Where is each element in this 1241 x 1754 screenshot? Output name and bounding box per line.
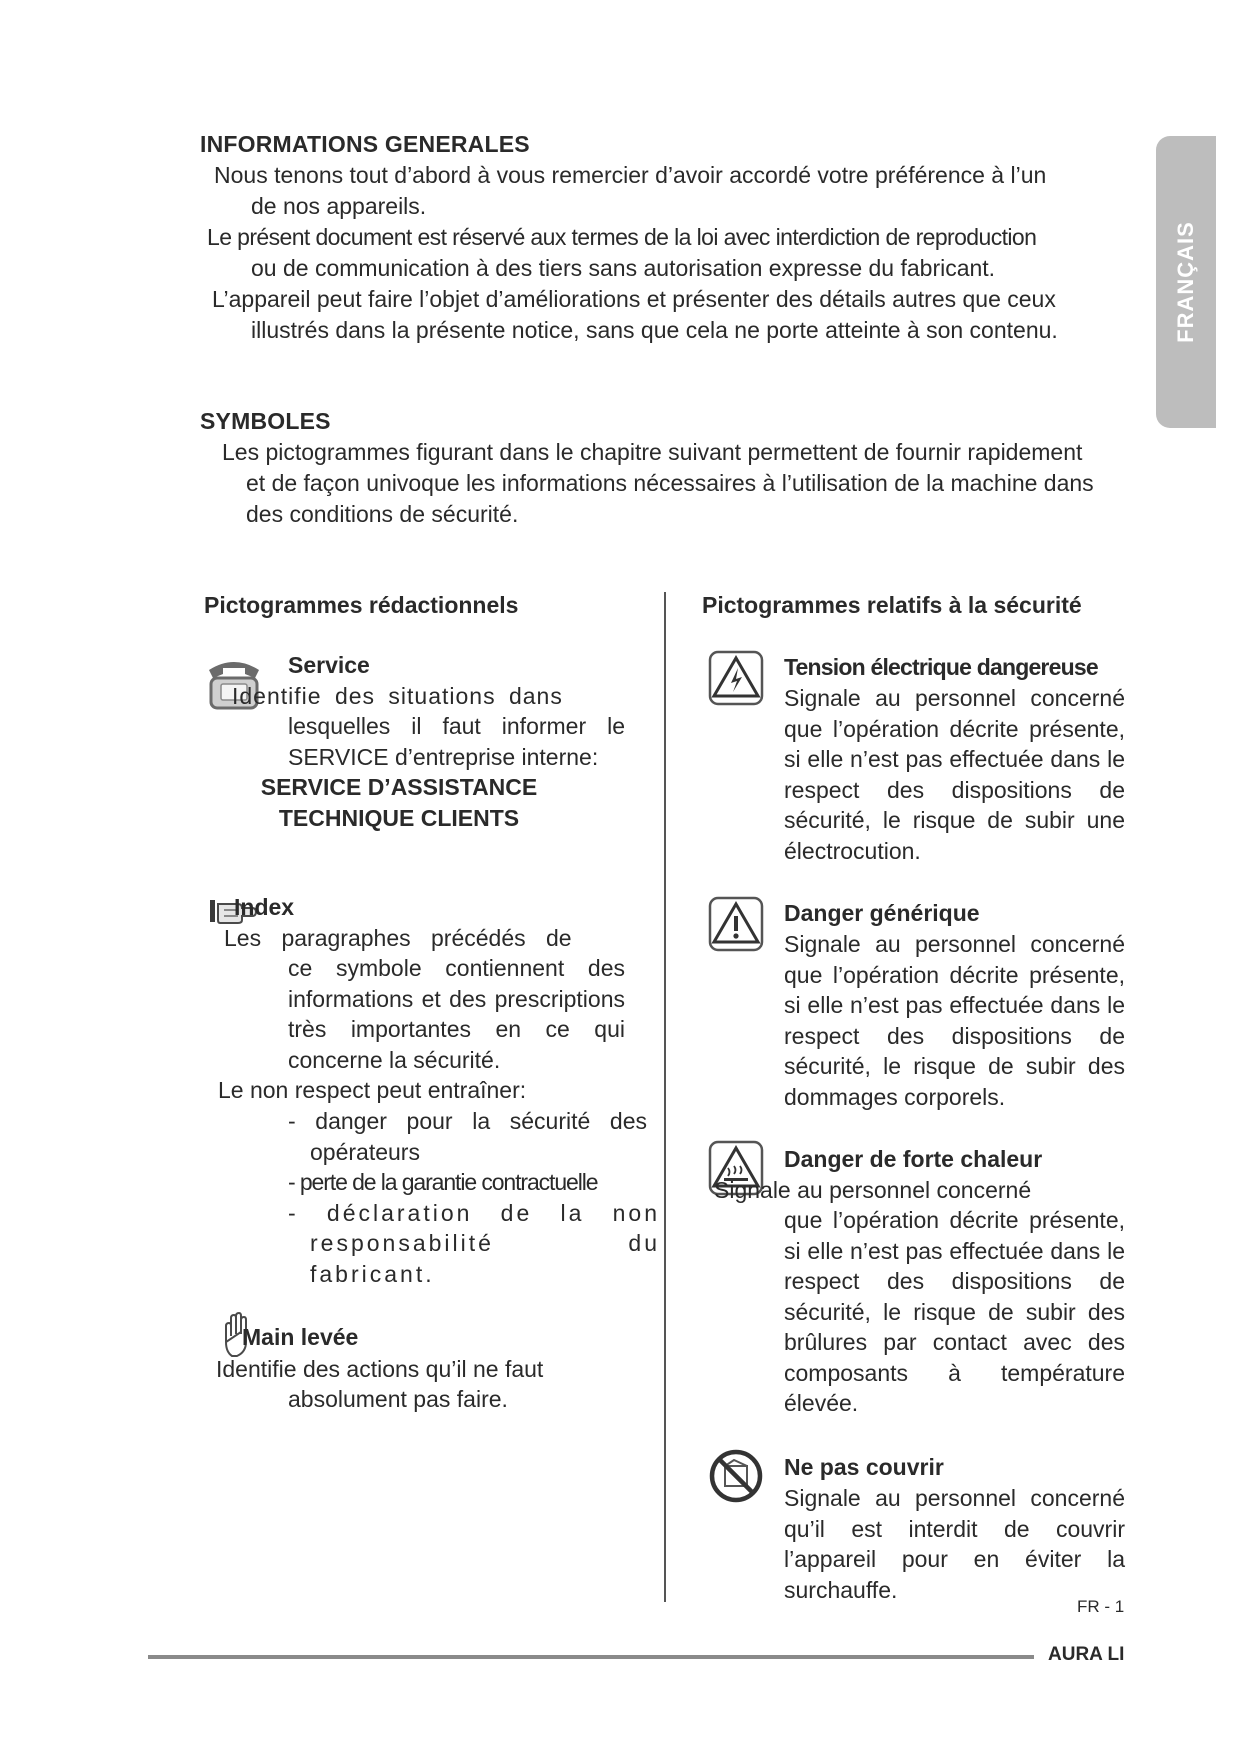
cover-title: Ne pas couvrir xyxy=(784,1454,944,1480)
hand-lead: Identifie des actions qu’il ne faut xyxy=(216,1356,544,1382)
index-lead: Les paragraphes précédés de xyxy=(224,925,572,951)
high-voltage-warning-icon xyxy=(708,650,764,706)
general-paragraph-2 xyxy=(207,222,1127,284)
list-item: - perte de la garantie contractuelle xyxy=(288,1169,598,1195)
service-lead: Identifie des situations dans xyxy=(232,683,563,709)
left-column-title: Pictogrammes rédactionnels xyxy=(204,592,519,618)
index-consequence: Le non respect peut entraîner: xyxy=(218,1077,527,1103)
general-paragraph-3-cont: illustrés dans la présente notice, sans que cela ne porte atteinte à son contenu. xyxy=(251,317,1058,343)
service-emphasis-line-1: SERVICE D’ASSISTANCE xyxy=(260,774,538,800)
model-name: AURA LI xyxy=(1048,1644,1125,1665)
general-title: INFORMATIONS GENERALES xyxy=(200,131,530,157)
symbols-line-2: et de façon univoque les informations nécessaires à l’utilisation de la machine dans xyxy=(246,470,1094,496)
symbols-line-3: des conditions de sécurité. xyxy=(246,501,519,527)
index-consequence-list xyxy=(288,1106,660,1289)
general-paragraph-1-cont: de nos appareils. xyxy=(251,193,427,219)
heat-lead: Signale au personnel concerné xyxy=(714,1177,1032,1203)
hand-title: Main levée xyxy=(242,1324,359,1350)
electric-title: Tension électrique dangereuse xyxy=(784,654,1098,680)
symbols-title: SYMBOLES xyxy=(200,408,331,434)
index-text: ce symbole contiennent des informations et des prescriptions très importantes en ce qui concerne la sécurité. xyxy=(288,955,625,1073)
footer-rule xyxy=(148,1655,1034,1659)
service-text: lesquelles il faut informer le SERVICE d’entreprise interne: xyxy=(288,713,625,770)
list-item: - déclaration de la non responsabilité du fabricant. xyxy=(288,1199,660,1287)
column-divider xyxy=(664,592,666,1602)
electric-text: Signale au personnel concerné que l’opération décrite présente, si elle n’est pas effectuée dans le respect des dispositions de sécurité, le risque de subir une électrocution. xyxy=(784,685,1125,864)
symbols-line-1: Les pictogrammes figurant dans le chapitre suivant permettent de fournir rapidement xyxy=(222,439,1083,465)
do-not-cover-icon xyxy=(708,1448,764,1504)
service-emphasis xyxy=(204,772,594,834)
list-item: - danger pour la sécurité des opérateurs xyxy=(288,1108,647,1165)
heat-title: Danger de forte chaleur xyxy=(784,1146,1043,1172)
general-paragraph-2-cont: ou de communication à des tiers sans autorisation expresse du fabricant. xyxy=(251,255,996,281)
page-number: FR - 1 xyxy=(1077,1597,1125,1616)
generic-danger-title: Danger générique xyxy=(784,900,980,926)
index-title: Index xyxy=(234,894,295,920)
heat-text: que l’opération décrite présente, si elle n’est pas effectuée dans le respect des dispositions de sécurité, le risque de subir des brûlures par contact avec des composants à température élevée. xyxy=(784,1207,1125,1416)
language-tab-label: FRANÇAIS xyxy=(1173,221,1198,343)
general-paragraph-1-first: Nous tenons tout d’abord à vous remercier d’avoir accordé votre préférence à l’un xyxy=(214,162,1047,188)
general-paragraph-2-first: Le présent document est réservé aux termes de la loi avec interdiction de reproduction xyxy=(207,224,1037,250)
generic-danger-text: Signale au personnel concerné que l’opération décrite présente, si elle n’est pas effectuée dans le respect des dispositions de sécurité, le risque de subir des dommages corporels. xyxy=(784,931,1125,1110)
cover-text: Signale au personnel concerné qu’il est interdit de couvrir l’appareil pour en éviter la surchauffe. xyxy=(784,1485,1125,1603)
service-title: Service xyxy=(288,652,370,678)
general-paragraph-1 xyxy=(214,160,1134,222)
right-column-title: Pictogrammes relatifs à la sécurité xyxy=(702,592,1082,618)
language-tab xyxy=(1156,136,1216,428)
symbols-paragraph xyxy=(222,437,1152,530)
generic-danger-icon xyxy=(708,896,764,952)
hand-text: absolument pas faire. xyxy=(288,1386,508,1412)
general-paragraph-3-first: L’appareil peut faire l’objet d’améliorations et présenter des détails autres que ceux xyxy=(212,286,1056,312)
service-emphasis-line-2: TECHNIQUE CLIENTS xyxy=(278,805,520,831)
general-paragraph-3 xyxy=(212,284,1132,346)
